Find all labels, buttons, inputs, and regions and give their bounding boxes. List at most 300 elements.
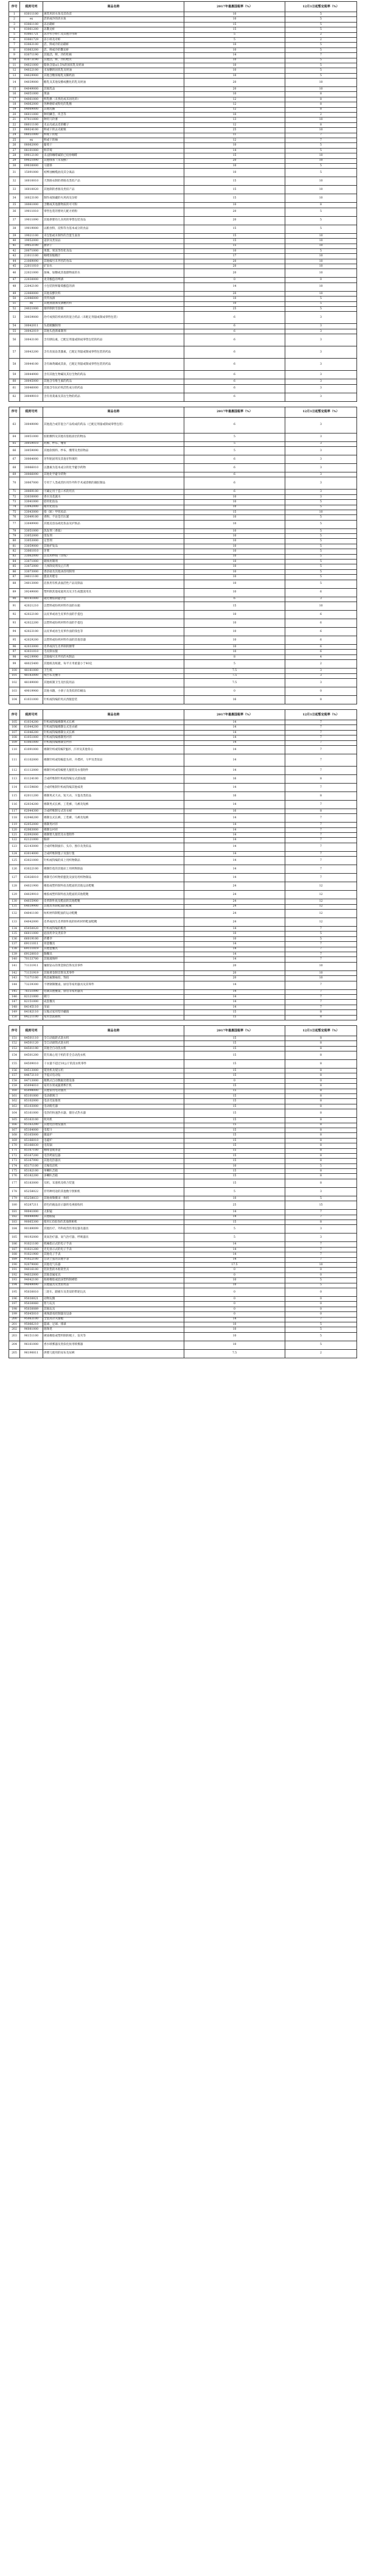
document	[9, 1, 356, 1358]
product-name: 橡胶或塑料制外底及鞋面的其他运动鞋靴	[43, 882, 184, 891]
provisional-rate: 7	[285, 952, 357, 956]
provisional-rate: 10	[285, 233, 357, 238]
table-row	[9, 891, 357, 899]
provisional-rate: 8	[285, 1041, 357, 1046]
row-number: 191	[9, 1268, 20, 1272]
tariff-code: 33030000	[20, 494, 43, 499]
row-number: 35	[9, 203, 20, 208]
tariff-code: 84509010	[20, 1060, 43, 1069]
product-name: 其他发酵饮料	[43, 291, 184, 296]
mfn-rate-2017: 20	[184, 158, 285, 163]
mfn-rate-2017: 6	[184, 379, 285, 384]
mfn-rate-2017: 14	[184, 745, 285, 754]
provisional-rate: 3	[285, 312, 357, 324]
provisional-rate: 7	[285, 53, 357, 58]
table-row	[9, 225, 357, 233]
product-name: 其他制的香肠及类似产品	[43, 186, 184, 194]
provisional-rate: 2	[285, 113, 357, 118]
product-name: 以塑料或纺织材料作面的手提包	[43, 619, 184, 628]
mfn-rate-2017: 15	[184, 1104, 285, 1109]
table-row	[9, 1169, 357, 1174]
provisional-rate: 3	[285, 1234, 357, 1242]
tariff-code: 85098000	[20, 1089, 43, 1093]
product-name: 无绳电话机	[43, 1163, 184, 1168]
tariff-code: 94016100	[20, 1268, 43, 1272]
product-name: 其他编号未列名的木制品	[43, 655, 184, 659]
product-name: 其他头孢菌素制剂	[43, 329, 184, 334]
table-gap	[9, 704, 356, 709]
mfn-rate-2017: 10	[184, 1283, 285, 1288]
row-number: 63	[9, 417, 20, 433]
tariff-code: 09012100	[20, 153, 43, 158]
table-row	[9, 1341, 357, 1349]
row-number: 135	[9, 932, 20, 936]
tariff-code: 96081000	[20, 1327, 43, 1332]
row-number: 14	[9, 79, 20, 87]
tariff-code: 71131919	[20, 970, 43, 975]
provisional-rate: 8	[285, 1060, 357, 1069]
row-number: 88	[9, 580, 20, 588]
mfn-rate-2017: 14	[184, 783, 285, 791]
tariff-code: 44219990	[20, 655, 43, 659]
tariff-code: 08024100	[20, 128, 43, 133]
mfn-rate-2017: 6	[184, 359, 285, 371]
row-number: 68	[9, 463, 20, 472]
row-number: 57	[9, 346, 20, 359]
product-name: 香粉，不论是否压紧	[43, 515, 184, 520]
table-row	[9, 1089, 357, 1093]
mfn-rate-2017: 14	[184, 720, 285, 725]
tariff-code: 43031010	[20, 650, 43, 655]
product-name: 塑料制其他家庭用具及卫生或盥洗用具	[43, 588, 184, 597]
tariff-code: 90192000	[20, 1234, 43, 1242]
tariff-code: 61124100	[20, 774, 43, 783]
table-row	[9, 505, 357, 510]
mfn-rate-2017: 14	[184, 283, 285, 291]
provisional-rate: 7	[285, 740, 357, 745]
column-header: 序号	[9, 407, 20, 417]
row-number: 140	[9, 957, 20, 962]
row-number: 97	[9, 650, 20, 655]
provisional-rate: 5	[285, 1196, 357, 1201]
product-name: 全自动滚筒式洗衣机	[43, 1041, 184, 1046]
table-row	[9, 177, 357, 186]
product-name: 家用型洗碟机	[43, 1015, 184, 1020]
row-number: 152	[9, 1041, 20, 1046]
row-number: 139	[9, 952, 20, 956]
tariff-code: 76151090	[20, 989, 43, 994]
tariff-table	[9, 1, 357, 402]
provisional-rate: 5	[285, 569, 357, 574]
product-name: 针织或钩编棉制女式长裤	[43, 730, 184, 735]
provisional-rate: 5	[285, 148, 357, 153]
product-name: 未浸除咖啡碱的已焙炒咖啡	[43, 153, 184, 158]
tariff-table	[9, 709, 357, 1020]
provisional-rate: 3	[285, 329, 357, 334]
product-name: 咖啡浓缩精汁	[43, 254, 184, 259]
row-number: 51	[9, 301, 20, 306]
table-row	[9, 239, 357, 244]
product-name: 天然肠衣制的香肠及类似产品	[43, 177, 184, 186]
table-row	[9, 857, 357, 865]
mfn-rate-2017: 14	[184, 735, 285, 740]
row-number: 36	[9, 208, 20, 216]
row-number: 172	[9, 1153, 20, 1158]
row-number: 168	[9, 1133, 20, 1138]
row-number: 22	[9, 122, 20, 127]
mfn-rate-2017: 10	[184, 549, 285, 554]
row-number: 16	[9, 92, 20, 97]
provisional-rate: 5	[285, 936, 357, 941]
mfn-rate-2017: 15	[184, 186, 285, 194]
provisional-rate: 7	[285, 827, 357, 832]
product-name: 纸台布及餐巾	[43, 673, 184, 678]
table-row	[9, 735, 357, 740]
table-row	[9, 158, 357, 163]
mfn-rate-2017: 24	[184, 904, 285, 909]
row-number: 166	[9, 1123, 20, 1128]
table-row	[9, 163, 357, 168]
product-name: 圆珠笔	[43, 1327, 184, 1332]
mfn-rate-2017: 14	[184, 952, 285, 956]
header-row	[9, 407, 357, 417]
mfn-rate-2017: 6	[184, 324, 285, 329]
mfn-rate-2017: 16	[184, 695, 285, 704]
row-number: 7	[9, 43, 20, 47]
table-row	[9, 1257, 357, 1262]
provisional-rate: 5	[285, 169, 357, 177]
table-row	[9, 515, 357, 520]
row-number: 47	[9, 278, 20, 283]
row-number: 131	[9, 904, 20, 909]
mfn-rate-2017: 11	[184, 133, 285, 138]
product-name: 其他绿茶（未发酵）	[43, 158, 184, 163]
mfn-rate-2017: 10	[184, 203, 285, 208]
product-name: 针织或钩编的男式西服套装	[43, 695, 184, 704]
row-number: 34	[9, 194, 20, 203]
mfn-rate-2017: 14	[184, 874, 285, 882]
table-row	[9, 248, 357, 253]
product-name: 电热烤面包器	[43, 1153, 184, 1158]
tariff-code: 30051000	[20, 433, 43, 441]
table-row	[9, 942, 357, 947]
mfn-rate-2017: 10	[184, 528, 285, 533]
row-number: 146	[9, 994, 20, 999]
mfn-rate-2017: 25	[184, 307, 285, 312]
table-row	[9, 549, 357, 554]
row-number: 5	[9, 32, 20, 37]
table-row	[9, 569, 357, 574]
mfn-rate-2017: 14	[184, 827, 285, 832]
row-number: 41	[9, 244, 20, 248]
product-name: 全自动波轮式洗衣机	[43, 1036, 184, 1041]
column-header: 序号	[9, 2, 20, 12]
provisional-rate: 5	[285, 43, 357, 47]
mfn-rate-2017: 15	[184, 1138, 285, 1143]
tariff-code: 90065300	[20, 1220, 43, 1225]
provisional-rate: 5	[285, 1341, 357, 1349]
table-row	[9, 791, 357, 800]
provisional-rate: 3	[285, 463, 357, 472]
column-header: 12月1日起暂定税率（%）	[285, 709, 357, 720]
table-row	[9, 133, 357, 138]
product-name: 各种磨碎或粉化的乳酪	[43, 102, 184, 107]
mfn-rate-2017: 14	[184, 1005, 285, 1009]
table-row	[9, 1084, 357, 1089]
table-row	[9, 254, 357, 259]
product-name: 机械指示式的电子手表	[43, 1242, 184, 1247]
provisional-rate: 8	[285, 1174, 357, 1179]
mfn-rate-2017: 10	[184, 534, 285, 539]
table-row	[9, 1036, 357, 1041]
tariff-code: 09030000	[20, 163, 43, 168]
mfn-rate-2017: 6	[184, 384, 285, 393]
row-number: 64	[9, 433, 20, 441]
row-number: 162	[9, 1099, 20, 1104]
provisional-rate: 0	[285, 1268, 357, 1272]
row-number: 177	[9, 1179, 20, 1187]
provisional-rate: 3	[285, 334, 357, 346]
provisional-rate: 10	[285, 177, 357, 186]
row-number: 74	[9, 505, 20, 510]
row-number: 67	[9, 455, 20, 463]
row-number: 120	[9, 827, 20, 832]
row-number: 118	[9, 814, 20, 823]
table-row	[9, 740, 357, 745]
table-row	[9, 1225, 357, 1234]
tariff-code: 64041100	[20, 910, 43, 918]
product-name: 其他家用电动器具	[43, 1089, 184, 1093]
product-name: 其他含有维生素的药品	[43, 379, 184, 384]
table-row	[9, 1288, 357, 1296]
provisional-rate: 12	[285, 882, 357, 891]
mfn-rate-2017: 0	[184, 1288, 285, 1296]
tariff-code: 85166010	[20, 1138, 43, 1143]
product-name: 卫生纸	[43, 669, 184, 673]
mfn-rate-2017: 14	[184, 730, 285, 735]
provisional-rate: 8	[285, 1069, 357, 1073]
table-row	[9, 720, 357, 725]
tariff-code: 33043000	[20, 510, 43, 514]
provisional-rate: 5	[285, 932, 357, 936]
table-row	[9, 1005, 357, 1009]
product-name: 针织或钩编棉制女式连衣裙	[43, 725, 184, 730]
table-row	[9, 143, 357, 148]
table-row	[9, 1220, 357, 1225]
mfn-rate-2017: 15	[184, 1169, 285, 1174]
provisional-rate: 5	[285, 534, 357, 539]
mfn-rate-2017: 15	[184, 1153, 285, 1158]
provisional-rate: 7	[285, 754, 357, 766]
mfn-rate-2017: 10	[184, 569, 285, 574]
mfn-rate-2017: 15	[184, 1084, 285, 1089]
table-row	[9, 87, 357, 92]
table-row	[9, 1123, 357, 1128]
tariff-code: 95030021	[20, 1296, 43, 1301]
row-number: 194	[9, 1283, 20, 1288]
table-row	[9, 1179, 357, 1187]
table-row	[9, 1143, 357, 1148]
product-name: 活、鲜或冷的岩礁虾	[43, 43, 184, 47]
mfn-rate-2017: 10	[184, 301, 285, 306]
row-number: 15	[9, 87, 20, 92]
table-row	[9, 186, 357, 194]
table-row	[9, 97, 357, 102]
provisional-rate: 10	[285, 186, 357, 194]
product-name: 观赏用淡水鱼及其鱼苗	[43, 12, 184, 17]
row-number: 198	[9, 1307, 20, 1311]
row-number: 38	[9, 225, 20, 233]
mfn-rate-2017: 10	[184, 1196, 285, 1201]
row-number: 129	[9, 891, 20, 899]
product-name: 电动剃须刀	[43, 1094, 184, 1099]
provisional-rate: 3	[285, 1187, 357, 1196]
tariff-code: 42022200	[20, 619, 43, 628]
tariff-code: 18061000	[20, 203, 43, 208]
mfn-rate-2017: 15	[184, 1123, 285, 1128]
row-number: 188	[9, 1252, 20, 1257]
tariff-code: 66011000	[20, 932, 43, 936]
table-row	[9, 628, 357, 636]
provisional-rate: 5	[285, 1163, 357, 1168]
provisional-rate: 7	[285, 957, 357, 962]
mfn-rate-2017: 12	[184, 107, 285, 112]
row-number: 9	[9, 53, 20, 58]
tariff-code: 30064000	[20, 455, 43, 463]
row-number: 200	[9, 1317, 20, 1322]
mfn-rate-2017: 12	[184, 138, 285, 142]
product-name: 贱金属制袖扣、饰扣	[43, 976, 184, 981]
provisional-rate: 5	[285, 163, 357, 168]
table-row	[9, 774, 357, 783]
tariff-code: 85258033	[20, 1196, 43, 1201]
tariff-code: 22011010	[20, 264, 43, 269]
provisional-rate: 8	[285, 695, 357, 704]
product-name: 其他玻璃杯	[43, 957, 184, 962]
product-name: 三轮车、踏板车及类似的带轮玩具	[43, 1288, 184, 1296]
product-name: 电动脱毛器	[43, 1104, 184, 1109]
tariff-code: 61091000	[20, 745, 43, 754]
product-name: 其他黄金制首饰及其零件	[43, 970, 184, 975]
product-name: 使用135胶卷的其他照相机	[43, 1220, 184, 1225]
row-number: 52	[9, 307, 20, 312]
product-name: 咖啡壶或茶壶	[43, 1148, 184, 1153]
product-name: 橡胶或塑料制外底及鞋面的其他鞋靴	[43, 891, 184, 899]
product-name: 电磁炉	[43, 1138, 184, 1143]
row-number: 155	[9, 1060, 20, 1069]
row-number: 117	[9, 809, 20, 813]
mfn-rate-2017: 14	[184, 957, 285, 962]
row-number: 82	[9, 549, 20, 554]
row-number: 13	[9, 73, 20, 78]
tariff-code: 04051000	[20, 92, 43, 97]
mfn-rate-2017: 10	[184, 12, 285, 17]
table-row	[9, 455, 357, 463]
mfn-rate-2017: 20	[184, 291, 285, 296]
provisional-rate: 5	[285, 505, 357, 510]
mfn-rate-2017: 10	[184, 17, 285, 22]
tariff-code: 30067000	[20, 477, 43, 490]
table-row	[9, 588, 357, 597]
provisional-rate: 7	[285, 745, 357, 754]
product-name: 剃刀	[43, 994, 184, 999]
mfn-rate-2017: 20	[184, 216, 285, 225]
provisional-rate: 10	[285, 283, 357, 291]
table-row	[9, 216, 357, 225]
row-number: 183	[9, 1220, 20, 1225]
mfn-rate-2017: 10	[184, 645, 285, 650]
table-row	[9, 650, 357, 655]
mfn-rate-2017: 15	[184, 177, 285, 186]
tariff-code: 84145110	[20, 1005, 43, 1009]
row-number: 72	[9, 494, 20, 499]
mfn-rate-2017: 10	[184, 47, 285, 52]
provisional-rate: 8	[285, 1143, 357, 1148]
tariff-code: 91021100	[20, 1242, 43, 1247]
mfn-rate-2017: 14	[184, 1247, 285, 1252]
table-row	[9, 58, 357, 63]
provisional-rate: 0	[285, 1272, 357, 1277]
tariff-code: 91021900	[20, 1252, 43, 1257]
table-row	[9, 560, 357, 564]
row-number: 138	[9, 947, 20, 952]
product-name: 未包馅或未制作的含蛋生面食	[43, 233, 184, 238]
mfn-rate-2017: 6	[184, 346, 285, 359]
product-name: 以塑料或纺织材料作面的其他容器	[43, 636, 184, 645]
provisional-rate: 2	[285, 660, 357, 669]
mfn-rate-2017: 20	[184, 259, 285, 264]
table-row	[9, 678, 357, 687]
mfn-rate-2017: 14	[184, 838, 285, 843]
product-name: 彩色的液晶显示器的电视接收机	[43, 1201, 184, 1210]
row-number: 78	[9, 528, 20, 533]
product-name: 其他含有抗疟疾活性成分的药品	[43, 384, 184, 393]
mfn-rate-2017: 14	[184, 1242, 285, 1247]
mfn-rate-2017: 6	[184, 312, 285, 324]
table-row	[9, 636, 357, 645]
provisional-rate: 8	[285, 1220, 357, 1225]
tariff-code: 85182200	[20, 1174, 43, 1179]
product-name: 电动毛发推剪	[43, 1099, 184, 1104]
row-number: 46	[9, 269, 20, 278]
provisional-rate: 7	[285, 1215, 357, 1220]
product-name: 压缩式家用型冷藏箱	[43, 1010, 184, 1015]
tariff-code: ex	[20, 17, 43, 22]
mfn-rate-2017: 17.5	[184, 1263, 285, 1268]
row-number: 204	[9, 1341, 20, 1349]
mfn-rate-2017: 10	[184, 505, 285, 510]
table-row	[9, 494, 357, 499]
provisional-rate: 8	[285, 809, 357, 813]
mfn-rate-2017: 6	[184, 393, 285, 401]
mfn-rate-2017: 5	[184, 1187, 285, 1196]
provisional-rate: 8	[285, 203, 357, 208]
row-number: 132	[9, 910, 20, 918]
product-name: 自动上弦的其他手表	[43, 1257, 184, 1262]
row-number: 144	[9, 981, 20, 989]
row-number: 39	[9, 233, 20, 238]
table-row	[9, 754, 357, 766]
provisional-rate: 3	[285, 371, 357, 379]
provisional-rate: 5	[285, 63, 357, 68]
provisional-rate: 7	[285, 735, 357, 740]
provisional-rate: 8	[285, 97, 357, 102]
provisional-rate: 7	[285, 833, 357, 838]
mfn-rate-2017: 14	[184, 927, 285, 932]
row-number: 180	[9, 1201, 20, 1210]
mfn-rate-2017: 10	[184, 588, 285, 597]
mfn-rate-2017: 15	[184, 22, 285, 27]
